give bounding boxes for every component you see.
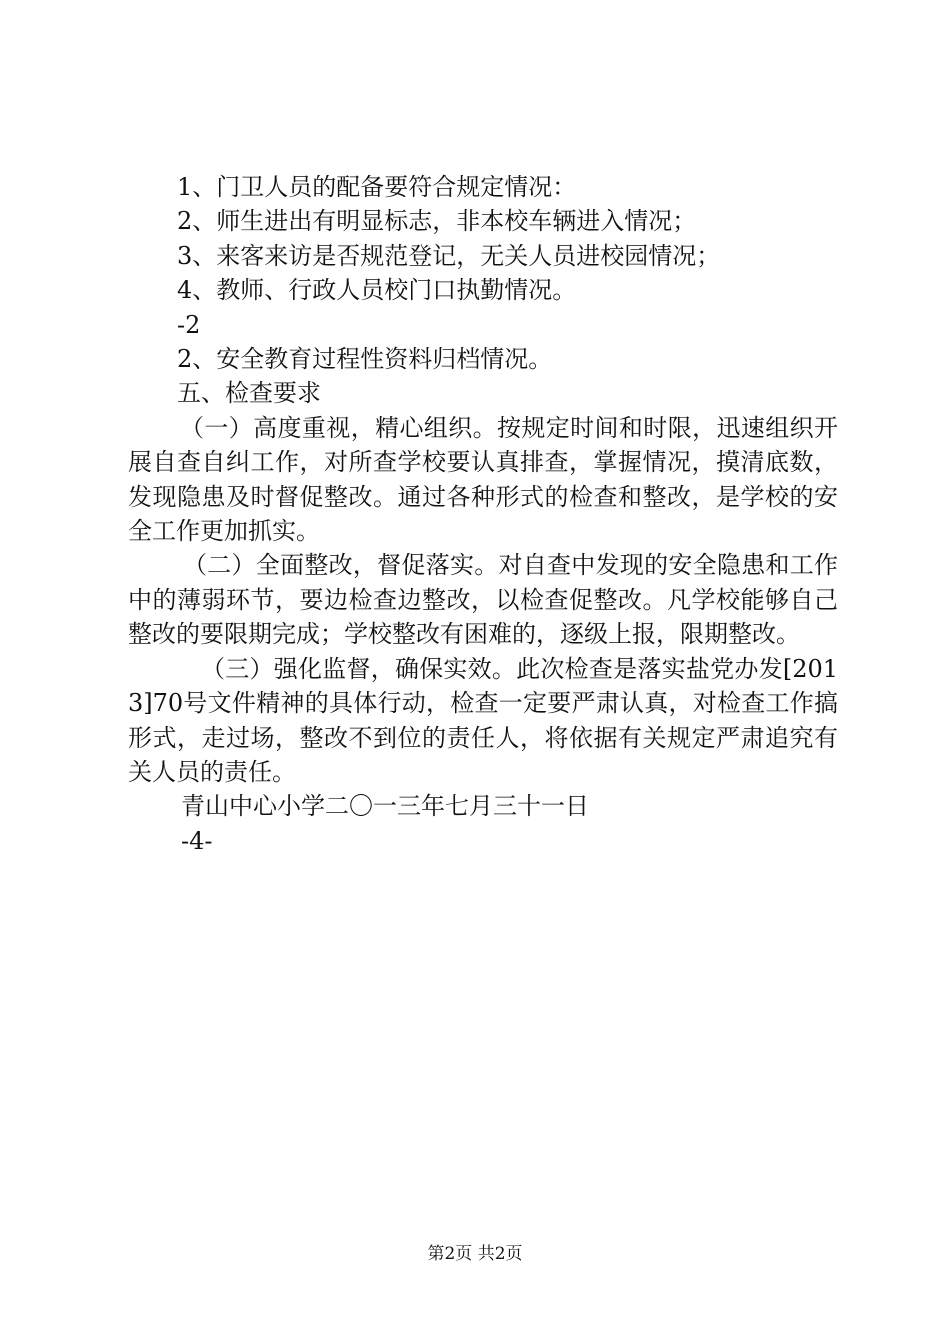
document-body: [128, 170, 838, 858]
section-title: 五、检查要求: [177, 379, 321, 408]
check-item-3: 3、来客来访是否规范登记，无关人员进校园情况；: [177, 241, 721, 270]
requirement-paragraph-1: （一）高度重视，精心组织。按规定时间和时限，迅速组织开展自查自纠工作，对所查学校要认真排查，掌握情况，摸清底数，发现隐患及时督促整改。通过各种形式的检查和整改，是学校的安全工作更加抓实。: [128, 413, 838, 546]
signature-date: 青山中心小学二〇一三年七月三十一日: [181, 792, 589, 821]
check-item-archive: 2、安全教育过程性资料归档情况。: [177, 345, 553, 374]
check-item-2: 2、师生进出有明显标志，非本校车辆进入情况；: [177, 207, 697, 236]
requirement-paragraph-2: （二）全面整改，督促落实。对自查中发现的安全隐患和工作中的薄弱环节，要边检查边整改，以检查促整改。凡学校能够自己整改的要限期完成；学校整改有困难的，逐级上报，限期整改。: [128, 551, 838, 649]
requirement-paragraph-3: （三）强化监督，确保实效。此次检查是落实盐党办发[2013]70号文件精神的具体行动，检查一定要严肃认真，对检查工作搞形式，走过场，整改不到位的责任人，将依据有关规定严肃追究有关人员的责任。: [128, 654, 838, 786]
page-marker: -2: [177, 310, 201, 339]
check-item-4: 4、教师、行政人员校门口执勤情况。: [177, 276, 577, 305]
check-item-1: 1、门卫人员的配备要符合规定情况：: [177, 173, 577, 201]
page-marker: -4-: [181, 826, 213, 855]
page-footer: 第2页 共2页: [427, 1244, 523, 1264]
